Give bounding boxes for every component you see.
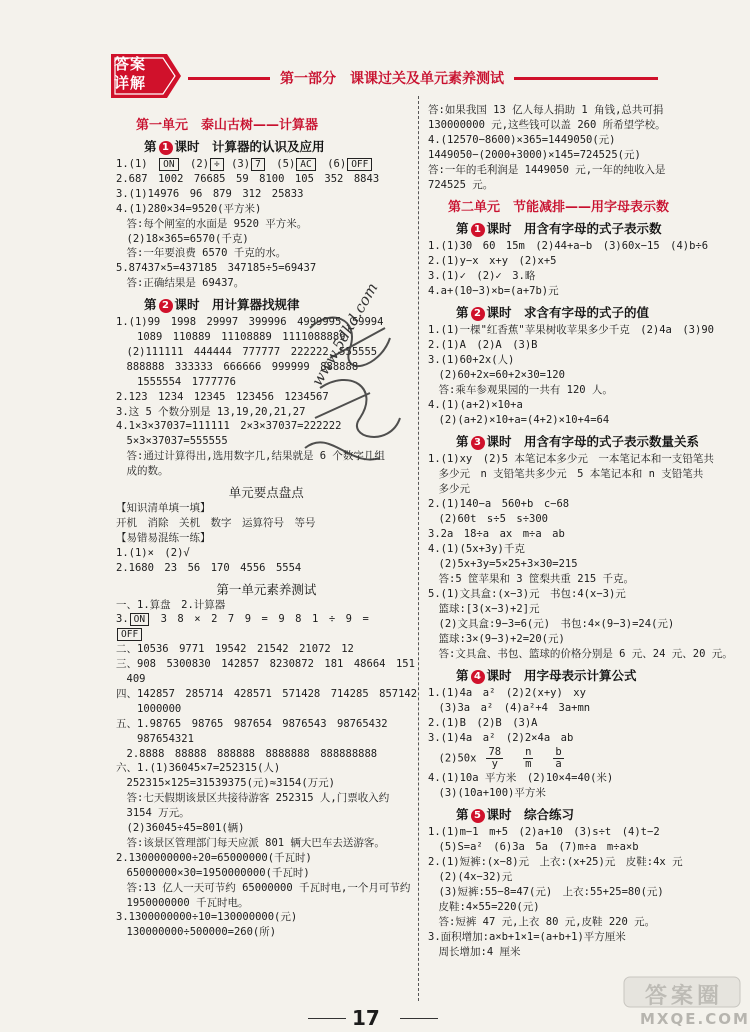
lesson-number-badge: 1 bbox=[471, 223, 485, 237]
answer-line: 答:乘车参观果园的一共有 120 人。 bbox=[428, 384, 613, 396]
scribble-text: www.5dkd.com bbox=[308, 279, 382, 389]
fraction-numerator: 78 bbox=[488, 746, 502, 758]
answer-line: 4.(12570−8600)×365=1449050(元) bbox=[428, 134, 616, 146]
answer-line: (2)5x+3y=5×25+3×30=215 bbox=[428, 558, 578, 570]
lesson-prefix: 第 bbox=[456, 807, 469, 822]
lesson-heading bbox=[456, 303, 649, 321]
answer-line: 答:如果我国 13 亿人每人捐助 1 角钱,总共可捐 bbox=[428, 104, 664, 116]
lesson-prefix: 第 bbox=[144, 297, 157, 313]
answer-line: (3)3a a² (4)a²+4 3a+mn bbox=[428, 702, 591, 714]
answer-line: 答:文具盒、书包、篮球的价格分别是 6 元、24 元、20 元。 bbox=[428, 648, 733, 660]
fraction bbox=[523, 747, 533, 770]
answer-line: 多少元 bbox=[428, 483, 470, 495]
answer-line bbox=[116, 613, 369, 626]
section-heading: 单元要点盘点 bbox=[228, 485, 304, 500]
answer-line: 答:正确结果是 69437。 bbox=[116, 277, 245, 290]
answer-line: 周长增加:4 厘米 bbox=[428, 946, 521, 958]
section-heading: 第一单元素养测试 bbox=[216, 581, 317, 597]
answer-line: 130000000÷500000=260(所) bbox=[116, 926, 277, 939]
watermark-top: 答案圈 bbox=[645, 984, 724, 1009]
answer-line: 3.这 5 个数分别是 13,19,20,21,27 bbox=[116, 405, 306, 418]
watermark-bottom: MXQE.COM bbox=[640, 1010, 750, 1028]
answer-line: 答:一年的毛利润是 1449050 元,一年的纯收入是 bbox=[428, 164, 666, 176]
answer-line: 1.(1)4a a² (2)2(x+y) xy bbox=[428, 687, 586, 699]
answer-line: 2.(1)A (2)A (3)B bbox=[428, 339, 538, 351]
answer-line: 开机 消除 关机 数字 运算符号 等号 bbox=[116, 516, 316, 529]
answer-line: (3)短裤:55−8=47(元) 上衣:55+25=80(元) bbox=[428, 886, 664, 898]
answer-line: 1555554 1777776 bbox=[116, 375, 237, 388]
answer-line: (2)60t s÷5 s÷300 bbox=[428, 513, 549, 525]
answer-line: 1.(1)99 1998 29997 399996 4999995 59994 bbox=[116, 316, 384, 329]
calculator-key: 7 bbox=[251, 158, 265, 171]
answer-line: 2.(1)y−x x+y (2)x+5 bbox=[428, 255, 557, 267]
fraction-numerator: b bbox=[555, 746, 562, 758]
answer-line bbox=[116, 628, 143, 641]
lesson-title: 课时 综合练习 bbox=[486, 807, 575, 822]
answer-line: 1.(1)30 60 15m (2)44+a−b (3)60x−15 (4)b÷6 bbox=[428, 240, 709, 252]
lesson-title: 课时 用计算器找规律 bbox=[174, 297, 300, 313]
answer-line: 4.a+(10−3)×b=(a+7b)元 bbox=[428, 285, 559, 297]
lesson-heading bbox=[144, 295, 300, 313]
answer-line: 多少元 n 支铅笔共多少元 5 本笔记本和 n 支铅笔共 bbox=[428, 468, 704, 480]
answer-line: 1089 110889 11108889 1111088889 bbox=[116, 331, 346, 343]
answer-line: 1.(1)× (2)√ bbox=[116, 546, 190, 559]
answer-line: 2.123 1234 12345 123456 1234567 bbox=[116, 390, 329, 403]
unit-heading: 第二单元 节能减排——用字母表示数 bbox=[448, 200, 670, 215]
answer-line: 皮鞋:4×55=220(元) bbox=[428, 901, 540, 913]
footer-dash-right bbox=[400, 1018, 438, 1019]
answer-line: (5)S=a² (6)3a 5a (7)m÷a m÷a×b bbox=[428, 841, 639, 853]
answer-line: 3.面积增加:a×b+1×1=(a+b+1)平方厘米 bbox=[428, 931, 626, 943]
answer-line: 2.1680 23 56 170 4556 5554 bbox=[116, 561, 302, 574]
answer-sep: (2) bbox=[179, 158, 210, 170]
answer-line: (2)文具盒:9−3=6(元) 书包:4×(9−3)=24(元) bbox=[428, 618, 675, 630]
lesson-prefix: 第 bbox=[456, 221, 469, 236]
lesson-number-badge: 1 bbox=[159, 141, 173, 155]
answer-text: (2)50x bbox=[428, 752, 477, 765]
answer-line: 答:每个闸室的水面是 9520 平方米。 bbox=[116, 217, 308, 230]
lesson-number-badge: 2 bbox=[159, 299, 173, 313]
lesson-title: 课时 用含有字母的式子表示数 bbox=[486, 221, 662, 236]
answer-line: (2)18×365=6570(千克) bbox=[116, 232, 249, 245]
fraction-denominator: m bbox=[525, 758, 532, 770]
footer-dash-left bbox=[308, 1018, 346, 1019]
answer-line: 答:13 亿人一天可节约 65000000 千瓦时电,一个月可节约 bbox=[116, 881, 411, 894]
lesson-number-badge: 5 bbox=[471, 809, 485, 823]
answer-line: 六、1.(1)36045×7=252315(人) bbox=[116, 762, 281, 775]
answer-sep bbox=[148, 158, 159, 170]
answer-line: 1.(1)xy (2)5 本笔记本多少元 一本笔记本和一支铅笔共 bbox=[428, 453, 714, 465]
answer-line: 4.(1)280×34=9520(平方米) bbox=[116, 202, 262, 215]
lesson-title: 课时 求含有字母的式子的值 bbox=[486, 305, 650, 320]
answer-line: 409 bbox=[116, 673, 146, 685]
lesson-title: 课时 计算器的认识及应用 bbox=[174, 139, 325, 154]
answer-line: 4.1×3×37037=111111 2×3×37037=222222 bbox=[116, 420, 342, 433]
answer-line: 4.(1)10a 平方米 (2)10×4=40(米) bbox=[428, 772, 614, 784]
lesson-heading bbox=[456, 432, 699, 450]
answer-line: 1449050−(2000+3000)×145=724525(元) bbox=[428, 149, 641, 161]
lesson-heading bbox=[456, 666, 637, 684]
fraction bbox=[553, 747, 563, 770]
answer-text: 1.(1) bbox=[116, 158, 148, 170]
answer-line: 1.(1)m−1 m+5 (2)a+10 (3)s÷t (4)t−2 bbox=[428, 826, 660, 838]
answer-line: 987654321 bbox=[116, 732, 194, 745]
part-title: 第一部分 课课过关及单元素养测试 bbox=[270, 68, 514, 88]
answer-line: 1.(1)一棵"红香蕉"苹果树收苹果多少千克 (2)4a (3)90 bbox=[428, 324, 714, 336]
answer-line: 答:一年要浪费 6570 千克的水。 bbox=[116, 247, 287, 260]
answer-line: 724525 元。 bbox=[428, 179, 494, 191]
answer-line: 4.(1)(5x+3y)千克 bbox=[428, 543, 525, 555]
answer-line: 5.87437×5=437185 347185÷5=69437 bbox=[116, 262, 317, 275]
lesson-heading bbox=[456, 219, 662, 237]
answer-line: 252315×125=31539375(元)≈3154(万元) bbox=[116, 777, 336, 790]
answer-line: 2.(1)140−a 560+b c−68 bbox=[428, 498, 570, 510]
calculator-key: ON bbox=[159, 158, 178, 171]
lesson-title: 课时 用含有字母的式子表示数量关系 bbox=[486, 434, 700, 449]
answer-line: 65000000×30=1950000000(千瓦时) bbox=[116, 866, 310, 879]
answer-sep: (5) bbox=[265, 158, 296, 170]
page-number: 17 bbox=[352, 1006, 380, 1030]
answer-line: 篮球:[3(x−3)+2]元 bbox=[428, 603, 540, 615]
calculator-key: AC bbox=[296, 158, 315, 171]
answer-line: 2.8888 88888 888888 8888888 888888888 bbox=[116, 747, 378, 760]
lesson-prefix: 第 bbox=[144, 139, 157, 154]
unit-heading: 第一单元 泰山古树——计算器 bbox=[136, 118, 319, 133]
answer-sep: (3) bbox=[224, 158, 251, 170]
answer-line: 篮球:3×(9−3)+2=20(元) bbox=[428, 633, 565, 645]
answer-line: 答:通过计算得出,选用数字几,结果就是 6 个数字几组 bbox=[116, 450, 385, 463]
answer-line: 1000000 bbox=[116, 702, 182, 715]
answer-line: 二、10536 9771 19542 21542 21072 12 bbox=[116, 643, 354, 656]
lesson-number-badge: 2 bbox=[471, 307, 485, 321]
answer-line: (2)(4x−32)元 bbox=[428, 871, 513, 883]
answer-line: 3.(1)✓ (2)✓ 3.略 bbox=[428, 270, 536, 282]
answer-line: 2.1300000000÷20=65000000(千瓦时) bbox=[116, 851, 312, 864]
answer-line: 答:短裤 47 元,上衣 80 元,皮鞋 220 元。 bbox=[428, 916, 656, 928]
answer-line: 一、1.算盘 2.计算器 bbox=[116, 598, 226, 611]
calculator-key-off: OFF bbox=[117, 628, 142, 641]
answer-line: 成的数。 bbox=[116, 465, 169, 478]
answer-line: 4.(1)(a+2)×10+a bbox=[428, 399, 523, 411]
answer-line: 1950000000 千瓦时电。 bbox=[116, 896, 249, 909]
answer-line: (2)(a+2)×10+a=(4+2)×10+4=64 bbox=[428, 414, 610, 426]
lesson-title: 课时 用字母表示计算公式 bbox=[486, 668, 637, 683]
answer-line: (3)(10a+100)平方米 bbox=[428, 787, 546, 799]
answer-line: 答:七天假期该景区共接待游客 252315 人,门票收入约 bbox=[116, 792, 390, 805]
column-divider bbox=[418, 96, 419, 1001]
key-sequence: 3 8 × 2 7 9 = 9 8 1 ÷ 9 = bbox=[150, 613, 369, 626]
answer-line bbox=[116, 158, 373, 171]
answer-line: 2.(1)短裤:(x−8)元 上衣:(x+25)元 皮鞋:4x 元 bbox=[428, 856, 683, 868]
answer-line: 3.(1)60+2x(人) bbox=[428, 354, 515, 366]
fraction bbox=[486, 747, 503, 770]
answer-line: 【知识清单填一填】 bbox=[116, 502, 211, 514]
logo-text: 答案详解 bbox=[114, 55, 147, 92]
fraction-denominator: a bbox=[555, 758, 562, 770]
answer-line: 130000000 元,这些钱可以盖 260 所希望学校。 bbox=[428, 119, 666, 131]
answer-line: 三、908 5300830 142857 8230872 181 48664 151 bbox=[116, 658, 415, 671]
answer-line: 5×3×37037=555555 bbox=[116, 435, 228, 448]
answer-sep: (6) bbox=[316, 158, 347, 170]
answer-line: 888888 333333 666666 999999 888888 bbox=[116, 360, 359, 373]
fraction-denominator: y bbox=[491, 758, 498, 770]
fraction-numerator: n bbox=[525, 746, 532, 758]
answer-line: 2.(1)B (2)B (3)A bbox=[428, 717, 538, 729]
answer-line bbox=[428, 747, 574, 770]
calculator-key: ÷ bbox=[210, 158, 224, 171]
lesson-number-badge: 3 bbox=[471, 436, 485, 450]
calculator-key-on: ON bbox=[130, 613, 149, 626]
answer-line: 答:该景区管理部门每天应派 801 辆大巴车去送游客。 bbox=[116, 836, 385, 849]
answer-line: 5.(1)文具盒:(x−3)元 书包:4(x−3)元 bbox=[428, 588, 626, 600]
answer-line: 2.687 1002 76685 59 8100 105 352 8843 bbox=[116, 172, 380, 185]
answer-line: (2)111111 444444 777777 222222 555555 bbox=[116, 345, 378, 358]
answer-line: 五、1.98765 98765 987654 9876543 98765432 bbox=[116, 717, 388, 730]
answer-line: 【易错易混练一练】 bbox=[116, 531, 211, 544]
answer-line: 3.1300000000÷10=130000000(元) bbox=[116, 911, 298, 924]
answer-line: 3.(1)4a a² (2)2×4a ab bbox=[428, 732, 574, 744]
lesson-prefix: 第 bbox=[456, 305, 469, 320]
lesson-heading bbox=[456, 805, 574, 823]
answer-line: (2)36045÷45=801(辆) bbox=[116, 822, 245, 834]
answer-line: 答:5 筐苹果和 3 筐梨共重 215 千克。 bbox=[428, 573, 635, 585]
lesson-prefix: 第 bbox=[456, 668, 469, 683]
answer-line: 3.2a 18÷a ax m÷a ab bbox=[428, 528, 565, 540]
answer-line: (2)60+2x=60+2×30=120 bbox=[428, 369, 565, 381]
lesson-prefix: 第 bbox=[456, 434, 469, 449]
answer-text: 3. bbox=[116, 613, 129, 626]
answer-line: 3154 万元。 bbox=[116, 807, 190, 820]
lesson-number-badge: 4 bbox=[471, 670, 485, 684]
answer-line: 四、142857 285714 428571 571428 714285 857142 bbox=[116, 687, 418, 700]
calculator-key: OFF bbox=[347, 158, 372, 171]
answer-line: 3.(1)14976 96 879 312 25833 bbox=[116, 187, 304, 200]
lesson-heading bbox=[144, 137, 325, 155]
